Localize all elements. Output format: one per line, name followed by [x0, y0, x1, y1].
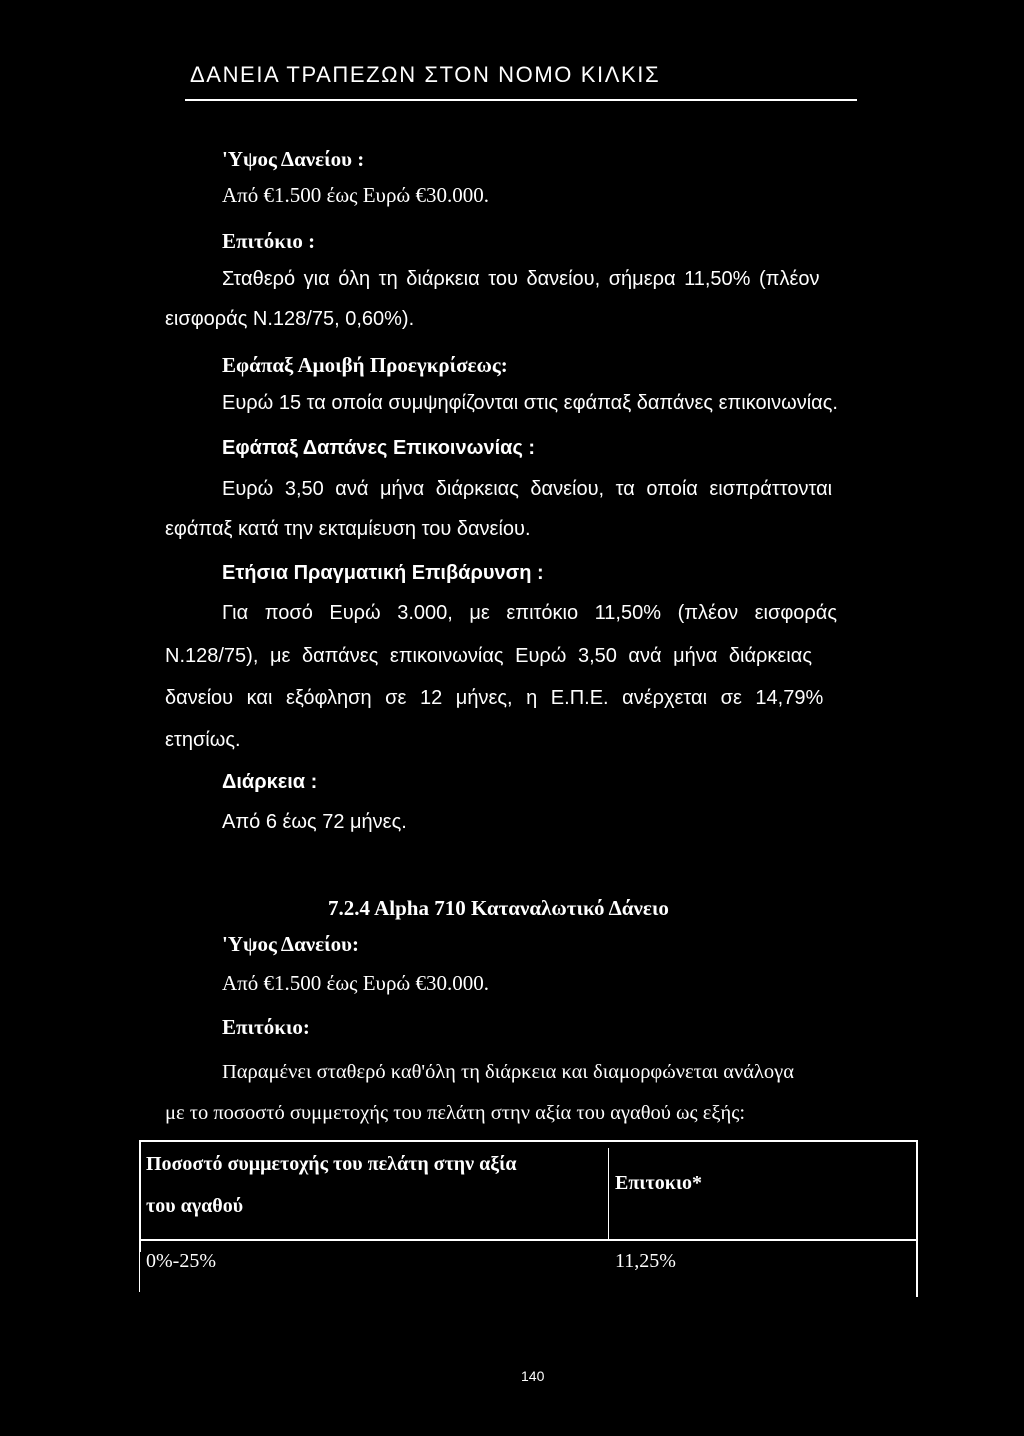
loan-amount-label: 'Υψος Δανείου : [222, 147, 365, 171]
section-title: 7.2.4 Alpha 710 Καταναλωτικό Δάνειο [328, 896, 669, 920]
apr-text-line3: δανείου και εξόφληση σε 12 μήνες, η Ε.Π.Ε. ανέρχεται σε 14,79% [165, 687, 824, 709]
table-left-border [139, 1140, 141, 1252]
interest-rate-text-line1: Παραμένει σταθερό καθ'όλη τη διάρκεια και διαμορφώνεται ανάλογα [222, 1061, 794, 1083]
interest-rate-text-line2: εισφοράς Ν.128/75, 0,60%). [165, 308, 415, 330]
table-left-border-lower [139, 1252, 140, 1292]
approval-fee-label: Εφάπαξ Αμοιβή Προεγκρίσεως: [222, 353, 508, 377]
table-header-rate: Επιτοκιο* [615, 1172, 703, 1194]
communication-costs-text-line1: Ευρώ 3,50 ανά μήνα διάρκειας δανείου, τα οποία εισπράττονται [222, 478, 833, 500]
table-column-divider [608, 1148, 609, 1240]
approval-fee-text: Ευρώ 15 τα οποία συμψηφίζονται στις εφάπαξ δαπάνες επικοινωνίας. [222, 392, 838, 414]
duration-label: Διάρκεια : [222, 771, 318, 793]
interest-rate-label: Επιτόκιο : [222, 229, 316, 253]
table-cell-share: 0%-25% [146, 1250, 216, 1272]
table-header-divider [139, 1239, 918, 1241]
communication-costs-label: Εφάπαξ Δαπάνες Επικοινωνίας : [222, 437, 536, 459]
communication-costs-text-line2: εφάπαξ κατά την εκταμίευση του δανείου. [165, 518, 531, 540]
table-header-share-line2: του αγαθού [146, 1195, 244, 1217]
apr-text-line2: Ν.128/75), με δαπάνες επικοινωνίας Ευρώ 3,50 ανά μήνα διάρκειας [165, 645, 812, 667]
interest-rate-text-line2: με το ποσοστό συμμετοχής του πελάτη στην αξία του αγαθού ως εξής: [165, 1102, 746, 1124]
interest-rate-text-line1: Σταθερό για όλη τη διάρκεια του δανείου, σήμερα 11,50% (πλέον [222, 268, 820, 290]
header-title: ΔΑΝΕΙΑ ΤΡΑΠΕΖΩΝ ΣΤΟΝ ΝΟΜΟ ΚΙΛΚΙΣ [190, 62, 661, 87]
apr-label: Ετήσια Πραγματική Επιβάρυνση : [222, 562, 544, 584]
duration-text: Από 6 έως 72 μήνες. [222, 811, 407, 833]
loan-amount-label: 'Υψος Δανείου: [222, 932, 360, 956]
table-header-share: Ποσοστό συμμετοχής του πελάτη στην αξία [146, 1153, 517, 1175]
loan-amount-text: Από €1.500 έως Ευρώ €30.000. [222, 183, 490, 207]
table-right-border [916, 1140, 918, 1297]
interest-rate-label: Επιτόκιο: [222, 1015, 310, 1039]
page-number: 140 [521, 1368, 545, 1384]
table-cell-rate: 11,25% [615, 1250, 676, 1272]
apr-text-line1: Για ποσό Ευρώ 3.000, με επιτόκιο 11,50% (πλέον εισφοράς [222, 602, 838, 624]
loan-amount-text: Από €1.500 έως Ευρώ €30.000. [222, 971, 490, 995]
apr-text-line4: ετησίως. [165, 729, 241, 751]
table-top-border [139, 1140, 918, 1142]
header-divider [185, 99, 857, 101]
